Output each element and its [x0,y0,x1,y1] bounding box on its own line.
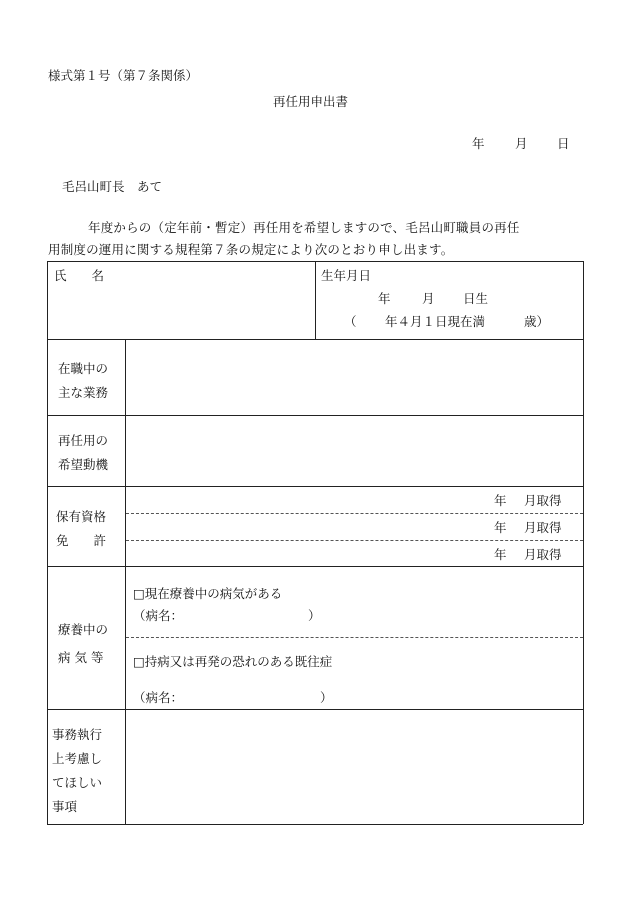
qual-row-3-month: 月取得 [524,547,562,562]
birthdate-label: 生年月日 [321,268,372,283]
duties-label-2: 主な業務 [58,385,109,400]
qual-row-2-month: 月取得 [524,520,562,535]
duties-label-1: 在職中の [58,361,109,376]
notes-label-3: てほしい [52,775,103,790]
notes-label-1: 事務執行 [52,727,103,742]
motive-label-1: 再任用の [58,433,109,448]
qual-row-1-year: 年 [494,493,507,508]
illness-label-2: 病 気 等 [58,650,104,665]
page-title: 再任用申出書 [273,94,349,109]
illness-name-2-open: （病名： [133,690,184,705]
illness-name-1-open: （病名： [133,608,184,623]
age-basis: 年４月１日現在満 [385,314,486,329]
illness-label-1: 療養中の [58,622,109,637]
qualification-label-2: 免 許 [56,533,107,548]
date-day: 日 [557,136,570,151]
qualification-label-1: 保有資格 [56,509,107,524]
addressee: 毛呂山町長 あて [62,179,163,194]
date-month: 月 [515,136,528,151]
illness-option-history: □持病又は再発の恐れのある既往症 [133,654,333,669]
body-line-1: 年度からの（定年前・暫定）再任用を希望しますので、毛呂山町職員の再任 [88,220,520,235]
name-label: 氏 名 [54,268,105,283]
birth-year: 年 [378,291,391,306]
form-number: 様式第１号（第７条関係） [48,68,199,83]
body-line-2: 用制度の運用に関する規程第７条の規定により次のとおり申し出ます。 [48,242,454,257]
qual-row-2-year: 年 [494,520,507,535]
birth-month: 月 [422,291,435,306]
motive-label-2: 希望動機 [58,457,109,472]
qual-row-3-year: 年 [494,547,507,562]
illness-name-1-close: ） [308,608,321,623]
illness-option-current: □現在療養中の病気がある [133,586,283,601]
notes-label-4: 事項 [52,799,78,814]
age-unit: 歳） [524,314,550,329]
notes-label-2: 上考慮し [52,751,103,766]
qual-row-1-month: 月取得 [524,493,562,508]
date-year: 年 [472,136,485,151]
illness-name-2-close: ） [320,690,333,705]
birth-day: 日生 [463,291,489,306]
age-open-paren: （ [344,314,357,329]
